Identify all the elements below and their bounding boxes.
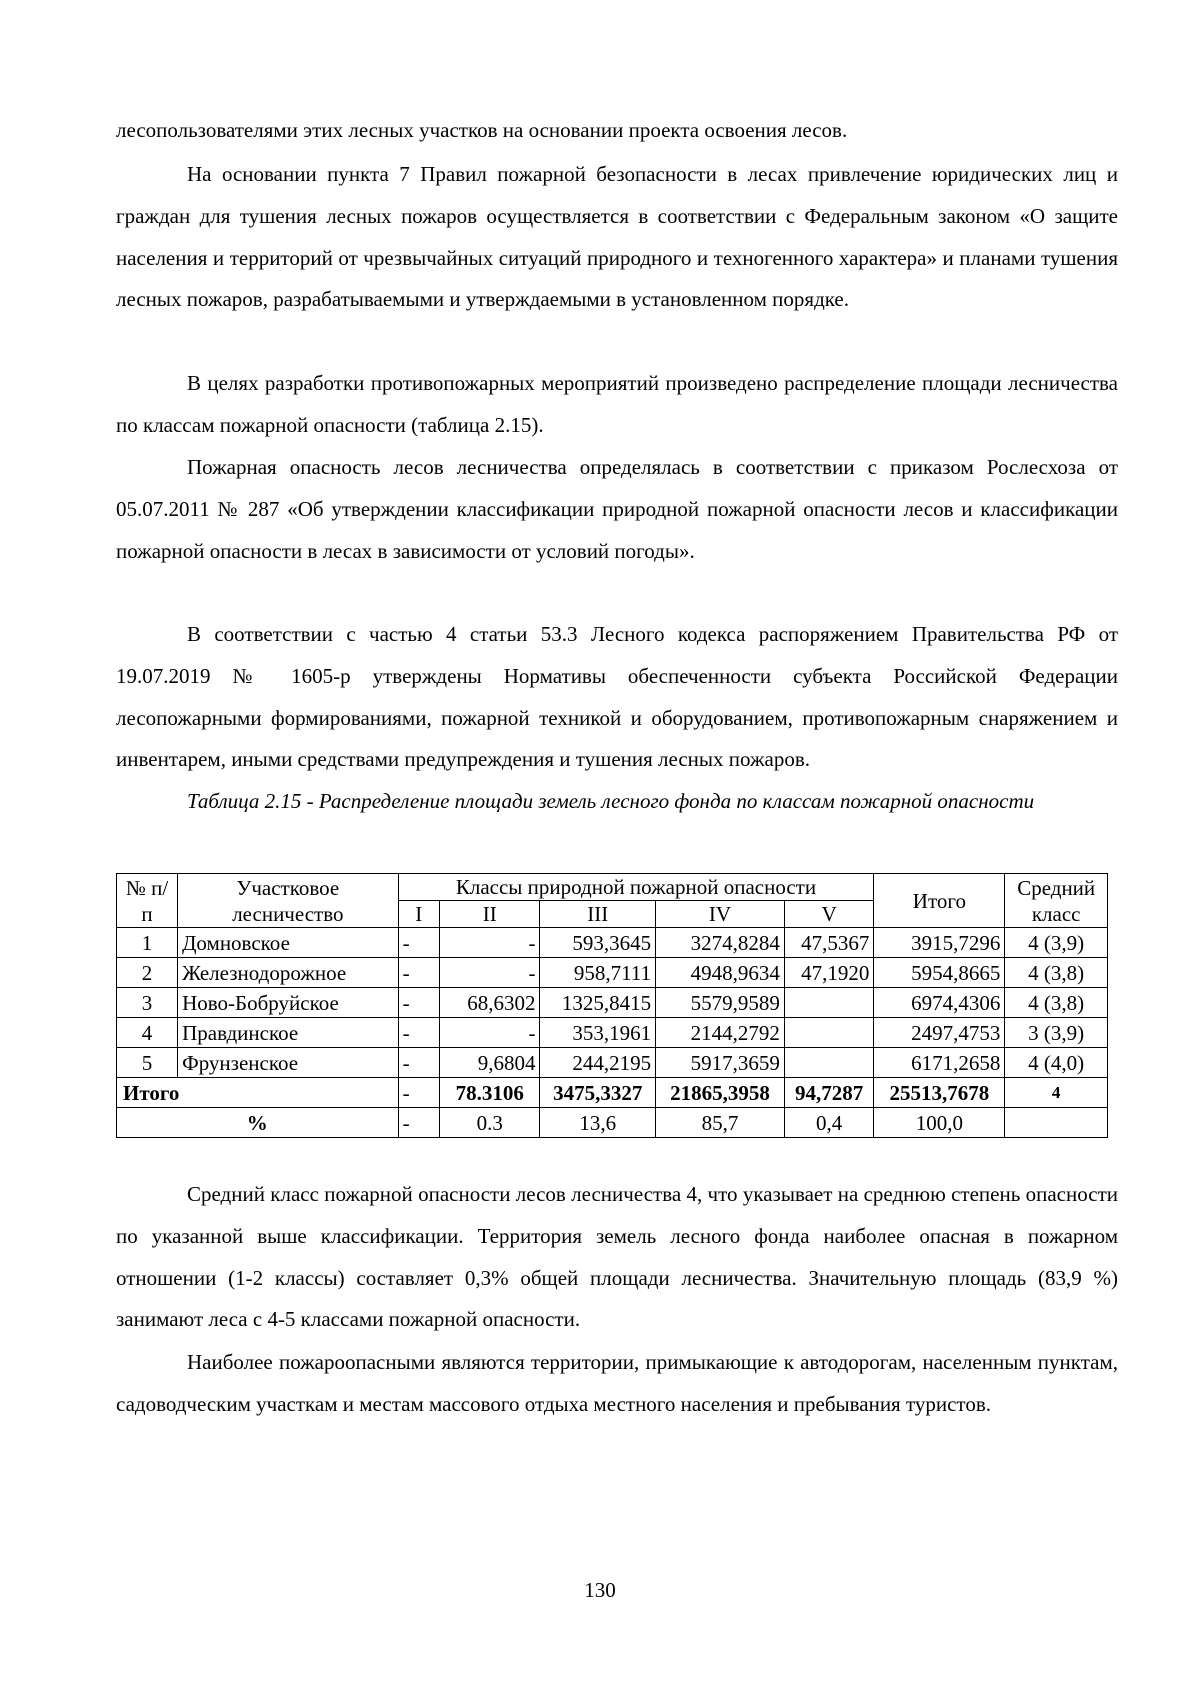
percent-class-1: - [398,1108,439,1138]
cell-total: 6974,4306 [874,988,1005,1018]
percent-label: % [117,1108,399,1138]
cell-class-1: - [398,1048,439,1078]
percent-avg [1005,1108,1108,1138]
cell-num: 1 [117,928,178,958]
cell-num: 5 [117,1048,178,1078]
header-class-3: III [540,901,656,928]
cell-total: 2497,4753 [874,1018,1005,1048]
cell-class-5 [784,1048,873,1078]
cell-class-1: - [398,958,439,988]
paragraph-0: лесопользователями этих лесных участков на основании проекта освоения лесов. [116,118,848,142]
total-class-4: 21865,3958 [656,1078,785,1108]
header-num: № п/п [117,874,178,928]
cell-class-5: 47,1920 [784,958,873,988]
cell-class-4: 5579,9589 [656,988,785,1018]
table-row [117,958,1108,988]
total-class-2: 78.3106 [440,1078,540,1108]
page-number: 130 [584,1578,616,1602]
cell-class-5 [784,988,873,1018]
cell-class-4: 4948,9634 [656,958,785,988]
cell-class-2: - [440,958,540,988]
table-caption: Таблица 2.15 - Распределение площади земель лесного фонда по классам пожарной опасности [187,789,1035,813]
fire-class-table [116,873,1108,1138]
header-classes: Классы природной пожарной опасности [398,874,874,901]
cell-name: Железнодорожное [178,958,398,988]
percent-class-2: 0.3 [440,1108,540,1138]
cell-num: 2 [117,958,178,988]
header-name: Участковое лесничество [178,874,398,928]
total-label: Итого [117,1078,399,1108]
header-class-2: II [440,901,540,928]
cell-num: 3 [117,988,178,1018]
cell-class-1: - [398,928,439,958]
table-percent-row [117,1108,1108,1138]
table-row [117,1048,1108,1078]
cell-class-3: 244,2195 [540,1048,656,1078]
total-avg: 4 [1005,1078,1108,1108]
total-class-3: 3475,3327 [540,1078,656,1108]
cell-num: 4 [117,1018,178,1048]
cell-class-3: 958,7111 [540,958,656,988]
header-class-5: V [784,901,873,928]
cell-class-5 [784,1018,873,1048]
cell-name: Правдинское [178,1018,398,1048]
cell-name: Домновское [178,928,398,958]
total-sum: 25513,7678 [874,1078,1005,1108]
header-class-4: IV [656,901,785,928]
table-header-row-1 [117,874,1108,901]
cell-class-2: - [440,1018,540,1048]
total-class-5: 94,7287 [784,1078,873,1108]
cell-class-4: 5917,3659 [656,1048,785,1078]
cell-class-5: 47,5367 [784,928,873,958]
cell-total: 6171,2658 [874,1048,1005,1078]
cell-total: 3915,7296 [874,928,1005,958]
cell-name: Ново-Бобруйское [178,988,398,1018]
header-avg: Средний класс [1005,874,1108,928]
cell-avg: 4 (4,0) [1005,1048,1108,1078]
cell-class-2: - [440,928,540,958]
cell-class-3: 1325,8415 [540,988,656,1018]
paragraph-4: В соответствии с частью 4 статьи 53.3 Лесного кодекса распоряжением Правительства РФ от 19.07.2019 № 1605-р утверждены Нормативы обеспеченности субъекта Российской Федерации лесопожарными формированиями, пожарной техникой и оборудованием, противопожарным снаряжением и инвентарем, иными средствами предупреждения и тушения лесных пожаров. [116,622,1118,772]
paragraph-3: Пожарная опасность лесов лесничества определялась в соответствии с приказом Рослесхоза от 05.07.2011 № 287 «Об утверждении классификации природной пожарной опасности лесов и классификации пожарной опасности в лесах в зависимости от условий погоды». [116,455,1118,563]
cell-avg: 3 (3,9) [1005,1018,1108,1048]
cell-avg: 4 (3,8) [1005,958,1108,988]
cell-avg: 4 (3,9) [1005,928,1108,958]
paragraph-2: В целях разработки противопожарных мероприятий произведено распределение площади лесничества по классам пожарной опасности (таблица 2.15). [116,371,1118,437]
header-class-1: I [398,901,439,928]
percent-class-5: 0,4 [784,1108,873,1138]
cell-avg: 4 (3,8) [1005,988,1108,1018]
percent-class-3: 13,6 [540,1108,656,1138]
cell-total: 5954,8665 [874,958,1005,988]
percent-total: 100,0 [874,1108,1005,1138]
cell-class-4: 2144,2792 [656,1018,785,1048]
cell-class-3: 353,1961 [540,1018,656,1048]
paragraph-after-1: Наиболее пожароопасными являются территории, примыкающие к автодорогам, населенным пунктам, садоводческим участкам и местам массового отдыха местного населения и пребывания туристов. [116,1350,1118,1416]
table-row [117,1018,1108,1048]
cell-class-3: 593,3645 [540,928,656,958]
percent-class-4: 85,7 [656,1108,785,1138]
cell-name: Фрунзенское [178,1048,398,1078]
header-total: Итого [874,874,1005,928]
cell-class-1: - [398,1018,439,1048]
paragraph-after-0: Средний класс пожарной опасности лесов лесничества 4, что указывает на среднюю степень опасности по указанной выше классификации. Территория земель лесного фонда наиболее опасная в пожарном отношении (1-2 классы) составляет 0,3% общей площади лесничества. Значительную площадь (83,9 %) занимают леса с 4-5 классами пожарной опасности. [116,1182,1118,1332]
cell-class-2: 68,6302 [440,988,540,1018]
paragraph-1: На основании пункта 7 Правил пожарной безопасности в лесах привлечение юридических лиц и граждан для тушения лесных пожаров осуществляется в соответствии с Федеральным законом «О защите населения и территорий от чрезвычайных ситуаций природного и техногенного характера» и планами тушения лесных пожаров, разрабатываемыми и утверждаемыми в установленном порядке. [116,162,1118,312]
cell-class-4: 3274,8284 [656,928,785,958]
total-class-1: - [398,1078,439,1108]
table-row [117,928,1108,958]
cell-class-1: - [398,988,439,1018]
cell-class-2: 9,6804 [440,1048,540,1078]
table-total-row [117,1078,1108,1108]
table-row [117,988,1108,1018]
